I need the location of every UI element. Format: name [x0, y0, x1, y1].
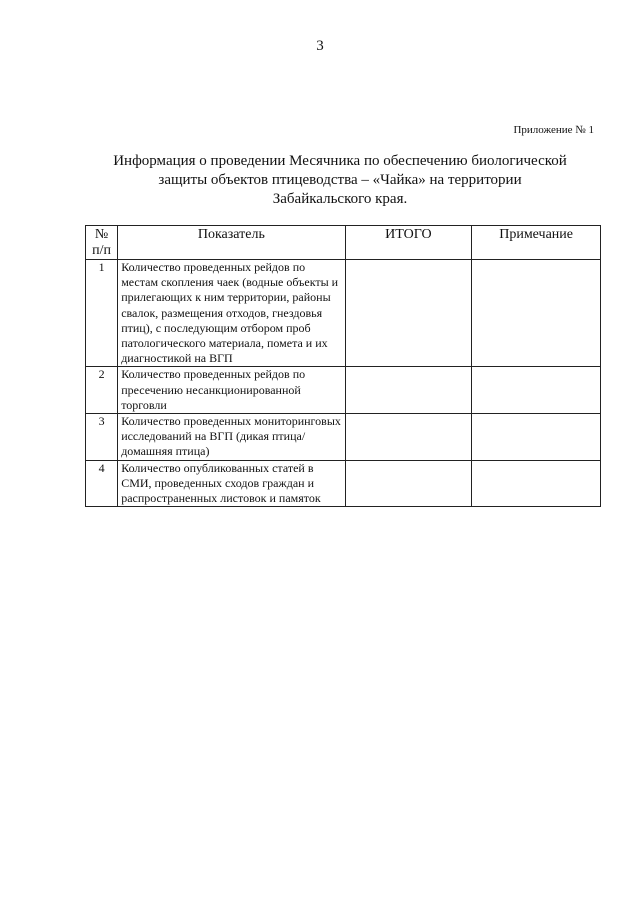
- table-row: [86, 260, 601, 367]
- header-indicator: Показатель: [118, 226, 345, 260]
- row-note: [472, 414, 601, 461]
- header-note: Примечание: [472, 226, 601, 260]
- header-num-line2: п/п: [92, 243, 112, 258]
- table-row: [86, 460, 601, 507]
- title-line-2: защиты объектов птицеводства – «Чайка» на территории: [158, 172, 522, 188]
- row-note: [472, 260, 601, 367]
- page-number: 3: [316, 38, 324, 54]
- row-total: [345, 367, 472, 414]
- indicators-table: [85, 225, 601, 507]
- row-total: [345, 460, 472, 507]
- row-indicator: Количество проведенных мониторинговых исследований на ВГП (дикая птица/домашняя птица): [118, 414, 345, 461]
- header-num: [86, 226, 118, 260]
- row-number: 2: [86, 367, 118, 414]
- row-total: [345, 260, 472, 367]
- appendix-label: Приложение № 1: [513, 124, 594, 136]
- table-header-row: [86, 226, 601, 260]
- title-line-1: Информация о проведении Месячника по обеспечению биологической: [113, 153, 567, 169]
- table-row: [86, 367, 601, 414]
- row-total: [345, 414, 472, 461]
- row-number: 4: [86, 460, 118, 507]
- header-num-line1: №: [94, 227, 109, 242]
- title-line-3: Забайкальского края.: [272, 191, 408, 207]
- header-total: ИТОГО: [345, 226, 472, 260]
- row-indicator: Количество проведенных рейдов по местам скопления чаек (водные объекты и прилегающих к ним территории, районы свалок, размещения отходов, гнездовья птиц), с последующим отбором проб патологического материала, помета и их диагностикой на ВГП: [118, 260, 345, 367]
- table-row: [86, 414, 601, 461]
- row-note: [472, 460, 601, 507]
- row-number: 3: [86, 414, 118, 461]
- row-indicator: Количество проведенных рейдов по пресечению несанкционированной торговли: [118, 367, 345, 414]
- row-number: 1: [86, 260, 118, 367]
- document-title: [70, 152, 610, 209]
- row-indicator: Количество опубликованных статей в СМИ, проведенных сходов граждан и распространенных листовок и памяток: [118, 460, 345, 507]
- row-note: [472, 367, 601, 414]
